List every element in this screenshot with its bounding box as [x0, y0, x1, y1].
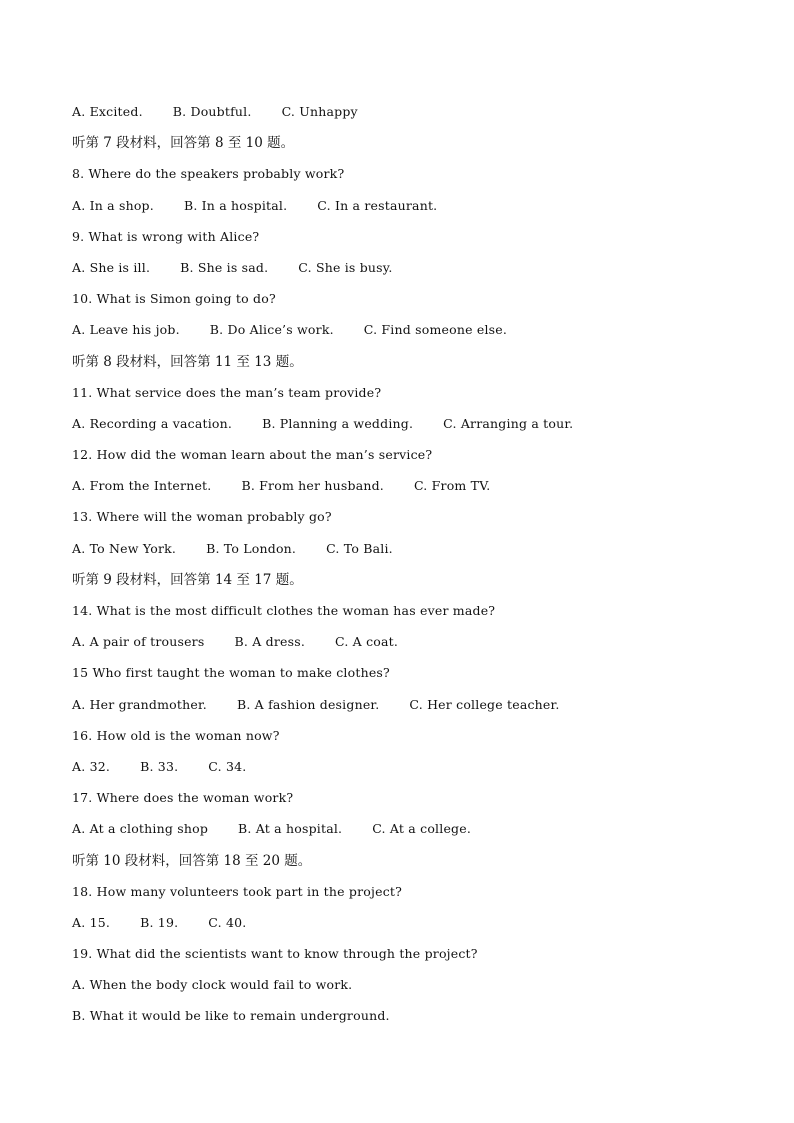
question-text: 15 Who first taught the woman to make clothes? [72, 665, 390, 681]
option-a: A. Her grandmother. [72, 696, 207, 712]
option-a: A. Excited. [72, 104, 143, 119]
section-heading: 听第 9 段材料，回答第 14 至 17 题。 [72, 571, 303, 588]
option-a: A. To New York. [72, 540, 177, 556]
question-text: 16. How old is the woman now? [72, 727, 280, 743]
option-c: C. She is busy. [298, 259, 393, 275]
option-a: A. From the Internet. [72, 478, 212, 494]
answer-options-row [72, 412, 722, 443]
answer-options-row [72, 693, 722, 724]
question-text: 8. Where do the speakers probably work? [72, 166, 345, 182]
section-heading: 听第 8 段材料，回答第 11 至 13 题。 [72, 353, 303, 370]
option-b: B. At a hospital. [238, 821, 343, 837]
question-text: 14. What is the most difficult clothes the woman has ever made? [72, 603, 496, 618]
option-b: B. Do Alice’s work. [209, 322, 334, 338]
option-b: B. In a hospital. [183, 197, 288, 213]
answer-options-row [72, 537, 722, 568]
answer-options-row [72, 911, 722, 942]
question-list [72, 100, 722, 1036]
option-c: C. Unhappy [281, 104, 358, 119]
option-c: C. To Bali. [326, 540, 393, 556]
question-text: 17. Where does the woman work? [72, 790, 294, 806]
answer-option-line: B. What it would be like to remain underground. [72, 1008, 390, 1024]
option-a: A. Recording a vacation. [72, 415, 233, 431]
question-text: 18. How many volunteers took part in the project? [72, 883, 403, 899]
option-a: A. She is ill. [72, 259, 151, 275]
option-c: C. 34. [208, 758, 247, 774]
option-a: A. Leave his job. [72, 322, 180, 338]
option-a: A. In a shop. [72, 197, 154, 213]
option-b: B. Planning a wedding. [262, 415, 414, 431]
option-c: C. 40. [208, 914, 247, 930]
option-c: C. Her college teacher. [409, 696, 560, 712]
option-c: C. At a college. [372, 821, 472, 837]
section-heading: 听第 7 段材料，回答第 8 至 10 题。 [72, 135, 295, 152]
option-b: B. 33. [140, 758, 179, 774]
answer-options-row [72, 318, 722, 349]
option-c: C. Arranging a tour. [443, 415, 574, 431]
question-text: 11. What service does the man’s team provide? [72, 384, 382, 400]
option-c: C. Find someone else. [363, 322, 508, 338]
question-text: 10. What is Simon going to do? [72, 291, 276, 307]
answer-options-row [72, 100, 722, 131]
answer-option-line: A. When the body clock would fail to work. [72, 977, 353, 993]
option-b: B. A dress. [234, 634, 305, 650]
question-text: 13. Where will the woman probably go? [72, 509, 332, 525]
answer-options-row [72, 474, 722, 505]
option-b: B. Doubtful. [172, 104, 252, 119]
answer-options-row [72, 630, 722, 661]
option-a: A. 32. [72, 758, 111, 774]
question-text: 12. How did the woman learn about the man’s service? [72, 447, 433, 463]
option-b: B. 19. [140, 914, 179, 930]
question-text: 19. What did the scientists want to know through the project? [72, 946, 478, 962]
option-b: B. A fashion designer. [236, 696, 380, 712]
option-c: C. In a restaurant. [317, 197, 438, 213]
option-c: C. A coat. [335, 634, 399, 650]
question-text: 9. What is wrong with Alice? [72, 228, 260, 244]
option-a: A. 15. [72, 914, 111, 930]
option-b: B. She is sad. [180, 259, 269, 275]
answer-options-row [72, 256, 722, 287]
answer-options-row [72, 817, 722, 848]
answer-options-row [72, 194, 722, 225]
option-a: A. A pair of trousers [72, 634, 205, 650]
option-c: C. From TV. [413, 478, 491, 494]
option-b: B. To London. [206, 540, 297, 556]
section-heading: 听第 10 段材料，回答第 18 至 20 题。 [72, 852, 312, 869]
option-a: A. At a clothing shop [72, 821, 209, 837]
answer-options-row [72, 755, 722, 786]
option-b: B. From her husband. [241, 478, 384, 494]
